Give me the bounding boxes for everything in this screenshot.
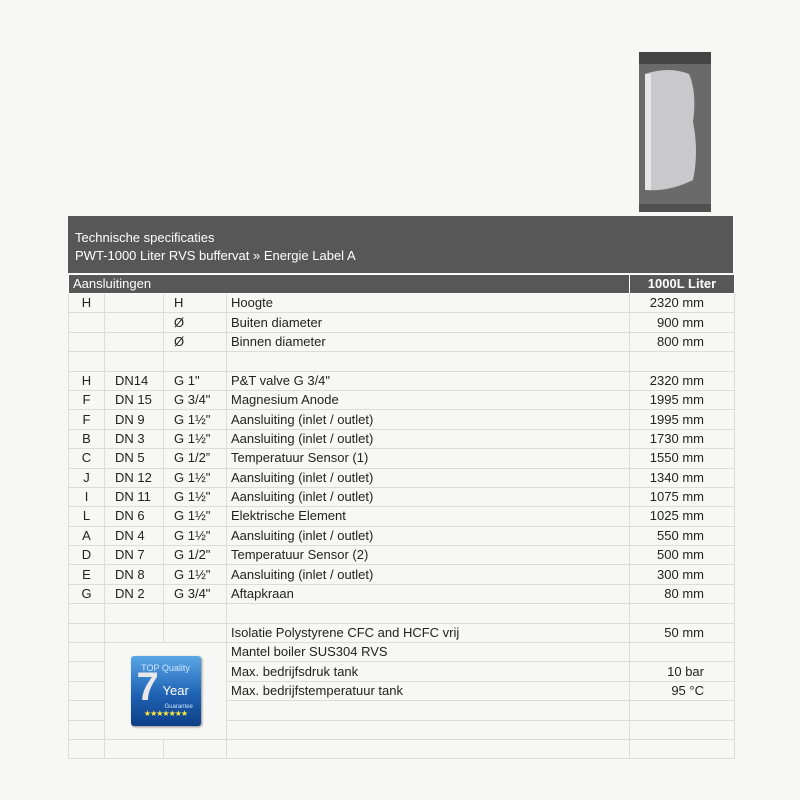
thread-size: G 1½" [164,526,227,545]
table-row [69,371,735,390]
value: 550 mm [630,526,735,545]
table-row [69,352,735,371]
connection-letter [69,701,105,720]
badge-stars-icon: ★★★★★★★ [143,709,188,718]
thread-size: G 1" [164,371,227,390]
table-row [69,410,735,429]
value [630,720,735,739]
table-row [69,584,735,603]
empty-cell [630,739,735,758]
thread-size: G 1/2" [164,546,227,565]
description: Aansluiting (inlet / outlet) [227,429,630,448]
value: 900 mm [630,313,735,332]
table-row [69,643,735,662]
description: P&T valve G 3/4" [227,371,630,390]
group-label: Aansluitingen [69,275,630,294]
empty-cell [164,739,227,758]
value: 2320 mm [630,371,735,390]
connection-letter [69,604,105,623]
description [227,352,630,371]
description: Aftapkraan [227,584,630,603]
connection-letter: F [69,390,105,409]
dn-size: DN 2 [105,584,164,603]
table-row [69,487,735,506]
table-row [69,294,735,313]
connection-letter: H [69,371,105,390]
dn-size: DN 12 [105,468,164,487]
dn-size: DN 15 [105,390,164,409]
dn-size [105,352,164,371]
value: 1075 mm [630,487,735,506]
thread-size: H [164,294,227,313]
thread-size [164,352,227,371]
value [630,604,735,623]
value: 1995 mm [630,390,735,409]
connection-letter [69,332,105,351]
thread-size: G 1½" [164,429,227,448]
spec-header [68,216,733,273]
description: Temperatuur Sensor (2) [227,546,630,565]
value [630,352,735,371]
thread-size: G 1/2” [164,449,227,468]
dn-size: DN 11 [105,487,164,506]
empty-cell [227,739,630,758]
connection-letter: G [69,584,105,603]
table-header-row [69,275,735,294]
dn-size: DN 6 [105,507,164,526]
connection-letter [69,720,105,739]
product-title: PWT-1000 Liter RVS buffervat » Energie Label A [75,248,356,263]
connection-letter: I [69,487,105,506]
description [227,604,630,623]
dn-size: DN 4 [105,526,164,545]
value [630,643,735,662]
description: Max. bedrijfstemperatuur tank [227,681,630,700]
thread-size: Ø [164,313,227,332]
thread-size: G 1½" [164,565,227,584]
dn-size [105,604,164,623]
badge-number: 7 [136,665,159,709]
dn-size [105,332,164,351]
dn-size: DN 5 [105,449,164,468]
dn-size: DN 7 [105,546,164,565]
table-row [69,739,735,758]
table-row [69,507,735,526]
volume-label: 1000L Liter [630,275,735,294]
value: 300 mm [630,565,735,584]
quality-badge [131,656,201,726]
thread-size: G 1½" [164,487,227,506]
badge-top: TOP Quality [141,663,190,673]
buffer-tank-image [639,52,711,212]
description: Aansluiting (inlet / outlet) [227,565,630,584]
dn-size: DN 3 [105,429,164,448]
description: Magnesium Anode [227,390,630,409]
empty-cell [69,739,105,758]
connection-letter: C [69,449,105,468]
connection-letter: H [69,294,105,313]
table-row [69,565,735,584]
table-row [69,468,735,487]
connection-letter: L [69,507,105,526]
table-row [69,429,735,448]
description: Temperatuur Sensor (1) [227,449,630,468]
thread-size: G 3/4" [164,584,227,603]
value: 1340 mm [630,468,735,487]
table-row [69,313,735,332]
description: Binnen diameter [227,332,630,351]
value: 80 mm [630,584,735,603]
value: 1995 mm [630,410,735,429]
value [630,701,735,720]
connection-letter [69,643,105,662]
value: 50 mm [630,623,735,642]
description [227,701,630,720]
value: 500 mm [630,546,735,565]
dn-size: DN 9 [105,410,164,429]
description: Mantel boiler SUS304 RVS [227,643,630,662]
spec-title: Technische specificaties [75,230,215,245]
description [227,720,630,739]
description: Max. bedrijfsdruk tank [227,662,630,681]
description: Hoogte [227,294,630,313]
dn-size [105,623,164,642]
description: Aansluiting (inlet / outlet) [227,468,630,487]
table-row [69,604,735,623]
connection-letter: F [69,410,105,429]
connection-letter: E [69,565,105,584]
table-row [69,449,735,468]
description: Elektrische Element [227,507,630,526]
thread-size: G 1½" [164,410,227,429]
connection-letter [69,352,105,371]
description: Isolatie Polystyrene CFC and HCFC vrij [227,623,630,642]
table-row [69,623,735,642]
value: 800 mm [630,332,735,351]
thread-size: G 3/4" [164,390,227,409]
table-row [69,526,735,545]
value: 2320 mm [630,294,735,313]
empty-cell [105,739,164,758]
connection-letter: J [69,468,105,487]
connection-letter [69,623,105,642]
connection-letter [69,681,105,700]
connection-letter [69,662,105,681]
connection-letter: D [69,546,105,565]
value: 1730 mm [630,429,735,448]
thread-size: G 1½" [164,507,227,526]
dn-size [105,294,164,313]
spec-table [68,274,735,759]
connection-letter [69,313,105,332]
badge-unit: Year [162,683,189,698]
dn-size [105,313,164,332]
connection-letter: A [69,526,105,545]
dn-size: DN 8 [105,565,164,584]
connection-letter: B [69,429,105,448]
badge-sub: Guarantee [164,704,193,710]
thread-size [164,604,227,623]
description: Aansluiting (inlet / outlet) [227,526,630,545]
description: Aansluiting (inlet / outlet) [227,410,630,429]
table-row [69,546,735,565]
value: 1025 mm [630,507,735,526]
value: 95 °C [630,681,735,700]
value: 1550 mm [630,449,735,468]
description: Buiten diameter [227,313,630,332]
description: Aansluiting (inlet / outlet) [227,487,630,506]
badge-cell [105,643,227,740]
thread-size: Ø [164,332,227,351]
value: 10 bar [630,662,735,681]
dn-size: DN14 [105,371,164,390]
table-row [69,390,735,409]
thread-size [164,623,227,642]
table-row [69,332,735,351]
thread-size: G 1½" [164,468,227,487]
